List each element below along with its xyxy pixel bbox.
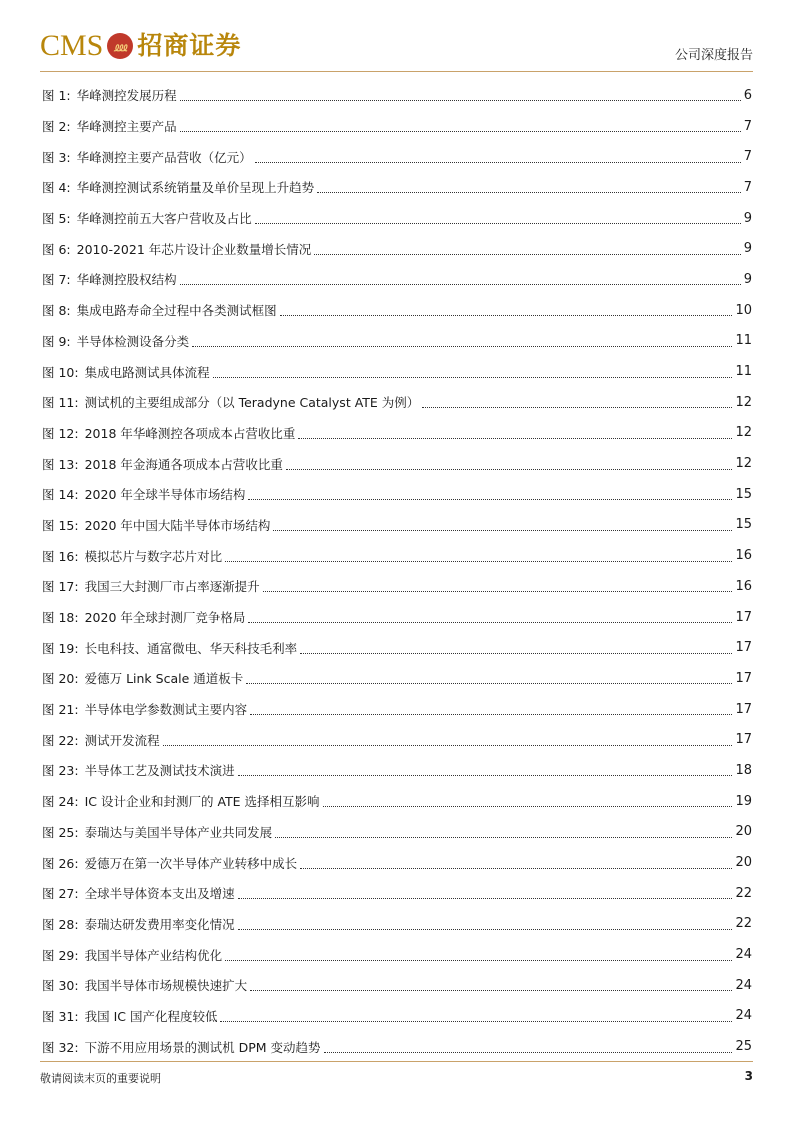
toc-leader-dots — [248, 498, 732, 500]
toc-figure-number: 图 22: — [42, 732, 79, 748]
toc-figure-title: 半导体检测设备分类 — [76, 333, 190, 349]
toc-entry[interactable] — [42, 878, 752, 909]
toc-entry[interactable] — [42, 141, 752, 172]
toc-figure-number: 图 6: — [42, 241, 71, 257]
toc-page-number: 20 — [735, 855, 752, 871]
toc-entry[interactable] — [42, 817, 752, 848]
toc-figure-title: IC 设计企业和封测厂的 ATE 选择相互影响 — [84, 794, 320, 810]
toc-figure-title: 我国 IC 国产化程度较低 — [84, 1008, 218, 1024]
toc-figure-number: 图 21: — [42, 702, 79, 718]
toc-entry[interactable] — [42, 663, 752, 694]
toc-page-number: 22 — [735, 885, 752, 901]
toc-figure-title: 2020 年中国大陆半导体市场结构 — [84, 517, 271, 533]
toc-entry[interactable] — [42, 172, 752, 203]
toc-entry[interactable] — [42, 326, 752, 357]
toc-page-number: 6 — [743, 87, 752, 103]
toc-leader-dots — [246, 682, 732, 684]
toc-figure-number: 图 17: — [42, 579, 79, 595]
toc-entry[interactable] — [42, 786, 752, 817]
toc-figure-title: 2020 年全球半导体市场结构 — [84, 487, 246, 503]
toc-page-number: 17 — [735, 670, 752, 686]
toc-entry[interactable] — [42, 632, 752, 663]
toc-figure-number: 图 11: — [42, 395, 79, 411]
toc-figure-title: 我国半导体产业结构优化 — [84, 947, 223, 963]
logo-chinese-text: 招商证券 — [137, 31, 242, 60]
toc-page-number: 16 — [735, 548, 752, 564]
toc-leader-dots — [273, 529, 732, 531]
toc-entry[interactable] — [42, 356, 752, 387]
toc-leader-dots — [324, 1051, 733, 1053]
toc-figure-number: 图 27: — [42, 886, 79, 902]
toc-entry[interactable] — [42, 939, 752, 970]
toc-figure-title: 华峰测控发展历程 — [76, 88, 177, 104]
toc-figure-title: 华峰测控前五大客户营收及占比 — [76, 211, 252, 227]
toc-figure-title: 华峰测控主要产品 — [76, 119, 177, 135]
toc-figure-title: 全球半导体资本支出及增速 — [84, 886, 235, 902]
toc-entry[interactable] — [42, 602, 752, 633]
toc-figure-title: 爱德万在第一次半导体产业转移中成长 — [84, 855, 298, 871]
toc-figure-number: 图 10: — [42, 364, 79, 380]
toc-figure-number: 图 8: — [42, 303, 71, 319]
toc-page-number: 17 — [735, 732, 752, 748]
toc-figure-title: 爱德万 Link Scale 通道板卡 — [84, 671, 244, 687]
toc-entry[interactable] — [42, 479, 752, 510]
toc-page-number: 12 — [735, 425, 752, 441]
toc-entry[interactable] — [42, 233, 752, 264]
toc-leader-dots — [238, 774, 733, 776]
toc-figure-number: 图 25: — [42, 824, 79, 840]
toc-entry[interactable] — [42, 847, 752, 878]
toc-figure-number: 图 30: — [42, 978, 79, 994]
toc-entry[interactable] — [42, 111, 752, 142]
toc-leader-dots — [422, 406, 732, 408]
toc-leader-dots — [255, 222, 741, 224]
toc-leader-dots — [180, 99, 741, 101]
toc-figure-title: 泰瑞达与美国半导体产业共同发展 — [84, 824, 273, 840]
toc-figure-title: 测试机的主要组成部分（以 Teradyne Catalyst ATE 为例） — [84, 395, 420, 411]
toc-figure-title: 集成电路测试具体流程 — [84, 364, 210, 380]
toc-entry[interactable] — [42, 755, 752, 786]
toc-figure-number: 图 15: — [42, 517, 79, 533]
toc-page-number: 11 — [735, 364, 752, 380]
toc-leader-dots — [225, 959, 732, 961]
toc-entry[interactable] — [42, 540, 752, 571]
toc-figure-number: 图 3: — [42, 149, 71, 165]
toc-page-number: 9 — [743, 241, 752, 257]
toc-leader-dots — [163, 744, 733, 746]
toc-page-number: 17 — [735, 701, 752, 717]
toc-entry[interactable] — [42, 510, 752, 541]
logo-latin-text: CMS — [40, 29, 104, 62]
toc-figure-title: 华峰测控测试系统销量及单价呈现上升趋势 — [76, 180, 315, 196]
toc-page-number: 16 — [735, 578, 752, 594]
document-type: 公司深度报告 — [674, 48, 753, 63]
toc-page-number: 12 — [735, 394, 752, 410]
toc-figure-number: 图 28: — [42, 916, 79, 932]
toc-figure-number: 图 7: — [42, 272, 71, 288]
toc-page-number: 12 — [735, 456, 752, 472]
toc-leader-dots — [263, 590, 733, 592]
toc-entry[interactable] — [42, 418, 752, 449]
toc-entry[interactable] — [42, 387, 752, 418]
toc-figure-number: 图 1: — [42, 88, 71, 104]
toc-figure-number: 图 29: — [42, 947, 79, 963]
toc-figure-title: 我国三大封测厂市占率逐渐提升 — [84, 579, 260, 595]
toc-page-number: 7 — [743, 149, 752, 165]
toc-leader-dots — [238, 897, 733, 899]
toc-page-number: 9 — [743, 271, 752, 287]
toc-leader-dots — [300, 652, 732, 654]
toc-figure-title: 集成电路寿命全过程中各类测试框图 — [76, 303, 277, 319]
toc-leader-dots — [280, 314, 733, 316]
toc-figure-number: 图 13: — [42, 456, 79, 472]
toc-page-number: 20 — [735, 824, 752, 840]
toc-figure-number: 图 24: — [42, 794, 79, 810]
toc-entry[interactable] — [42, 80, 752, 111]
toc-leader-dots — [250, 989, 732, 991]
toc-figure-number: 图 4: — [42, 180, 71, 196]
footer-divider — [40, 1061, 753, 1062]
toc-page-number: 25 — [735, 1039, 752, 1055]
company-logo — [40, 26, 241, 66]
toc-entry[interactable] — [42, 970, 752, 1001]
toc-figure-title: 2020 年全球封测厂竞争格局 — [84, 610, 246, 626]
toc-page-number: 24 — [735, 977, 752, 993]
toc-leader-dots — [250, 713, 732, 715]
toc-figure-number: 图 32: — [42, 1039, 79, 1055]
toc-page-number: 24 — [735, 947, 752, 963]
toc-figure-number: 图 9: — [42, 333, 71, 349]
toc-figure-number: 图 16: — [42, 548, 79, 564]
toc-figure-number: 图 2: — [42, 119, 71, 135]
toc-figure-number: 图 5: — [42, 211, 71, 227]
header-divider — [40, 71, 753, 72]
toc-figure-title: 半导体电学参数测试主要内容 — [84, 702, 248, 718]
toc-leader-dots — [275, 836, 732, 838]
toc-figure-title: 我国半导体市场规模快速扩大 — [84, 978, 248, 994]
toc-figure-number: 图 20: — [42, 671, 79, 687]
toc-page-number: 9 — [743, 210, 752, 226]
toc-figure-number: 图 23: — [42, 763, 79, 779]
toc-figure-number: 图 26: — [42, 855, 79, 871]
page-number: 3 — [744, 1069, 753, 1083]
toc-figure-number: 图 14: — [42, 487, 79, 503]
toc-entry[interactable] — [42, 448, 752, 479]
toc-figure-number: 图 19: — [42, 640, 79, 656]
toc-page-number: 15 — [735, 486, 752, 502]
toc-page-number: 24 — [735, 1008, 752, 1024]
toc-entry[interactable] — [42, 203, 752, 234]
toc-page-number: 22 — [735, 916, 752, 932]
toc-figure-title: 下游不用应用场景的测试机 DPM 变动趋势 — [84, 1039, 321, 1055]
toc-leader-dots — [248, 621, 732, 623]
toc-leader-dots — [180, 130, 741, 132]
toc-figure-title: 泰瑞达研发费用率变化情况 — [84, 916, 235, 932]
toc-page-number: 7 — [743, 118, 752, 134]
toc-leader-dots — [300, 867, 732, 869]
page-header — [40, 26, 753, 66]
toc-entry[interactable] — [42, 724, 752, 755]
toc-figure-title: 2010-2021 年芯片设计企业数量增长情况 — [76, 241, 312, 257]
toc-leader-dots — [220, 1020, 732, 1022]
toc-figure-title: 华峰测控股权结构 — [76, 272, 177, 288]
toc-page-number: 18 — [735, 762, 752, 778]
toc-page-number: 11 — [735, 333, 752, 349]
toc-figure-number: 图 12: — [42, 425, 79, 441]
toc-figure-title: 测试开发流程 — [84, 732, 160, 748]
toc-leader-dots — [317, 191, 741, 193]
toc-figure-title: 长电科技、通富微电、华天科技毛利率 — [84, 640, 298, 656]
figure-list — [42, 80, 752, 1062]
toc-entry[interactable] — [42, 264, 752, 295]
toc-leader-dots — [286, 468, 733, 470]
toc-leader-dots — [213, 376, 733, 378]
toc-figure-title: 2018 年华峰测控各项成本占营收比重 — [84, 425, 296, 441]
toc-leader-dots — [238, 928, 733, 930]
toc-entry[interactable] — [42, 694, 752, 725]
toc-leader-dots — [180, 283, 741, 285]
logo-emblem-icon: ⅏ — [107, 33, 133, 59]
toc-entry[interactable] — [42, 909, 752, 940]
toc-figure-title: 模拟芯片与数字芯片对比 — [84, 548, 223, 564]
toc-figure-number: 图 18: — [42, 610, 79, 626]
toc-page-number: 7 — [743, 179, 752, 195]
toc-figure-title: 2018 年金海通各项成本占营收比重 — [84, 456, 283, 472]
toc-page-number: 15 — [735, 517, 752, 533]
toc-page-number: 10 — [735, 302, 752, 318]
toc-leader-dots — [192, 345, 732, 347]
toc-leader-dots — [298, 437, 732, 439]
toc-page-number: 17 — [735, 640, 752, 656]
toc-figure-title: 半导体工艺及测试技术演进 — [84, 763, 235, 779]
toc-page-number: 17 — [735, 609, 752, 625]
toc-page-number: 19 — [735, 793, 752, 809]
toc-entry[interactable] — [42, 1031, 752, 1062]
toc-entry[interactable] — [42, 295, 752, 326]
disclaimer-note: 敬请阅读末页的重要说明 — [40, 1072, 161, 1085]
toc-leader-dots — [225, 560, 732, 562]
toc-figure-title: 华峰测控主要产品营收（亿元） — [76, 149, 252, 165]
toc-leader-dots — [314, 253, 740, 255]
toc-entry[interactable] — [42, 571, 752, 602]
toc-entry[interactable] — [42, 1001, 752, 1032]
toc-leader-dots — [255, 161, 741, 163]
toc-leader-dots — [323, 805, 733, 807]
toc-figure-number: 图 31: — [42, 1008, 79, 1024]
